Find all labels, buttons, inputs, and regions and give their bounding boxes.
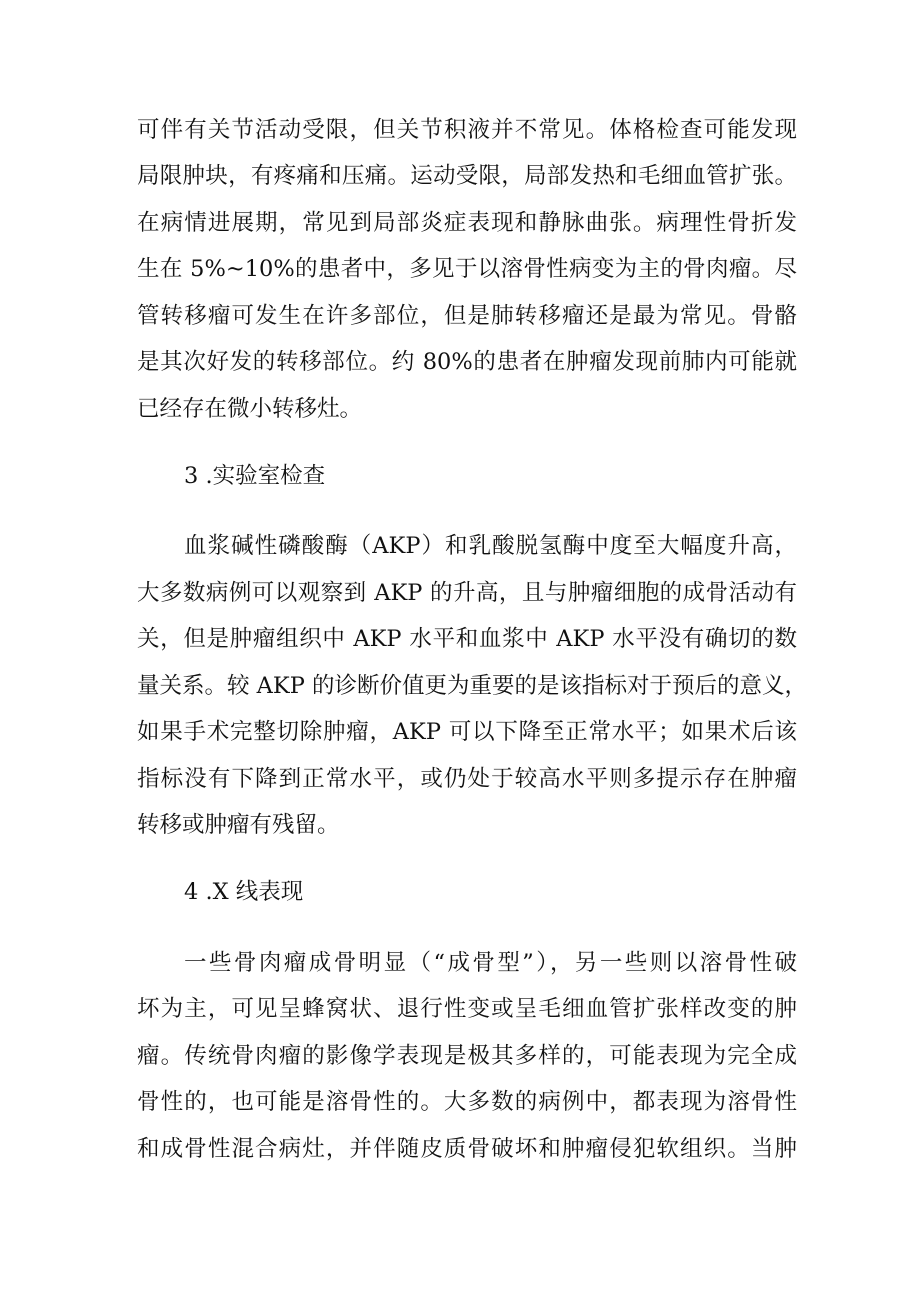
text-line: 指标没有下降到正常水平，或仍处于较高水平则多提示存在肿瘤 xyxy=(137,766,797,792)
text-line: 血浆碱性磷酸酶（AKP）和乳酸脱氢酶中度至大幅度升高， xyxy=(184,533,797,559)
text-line: 管转移瘤可发生在许多部位，但是肺转移瘤还是最为常见。骨骼 xyxy=(137,303,797,329)
text-line: 骨性的，也可能是溶骨性的。大多数的病例中，都表现为溶骨性 xyxy=(137,1089,797,1115)
text-line: 在病情进展期，常见到局部炎症表现和静脉曲张。病理性骨折发 xyxy=(137,210,797,236)
text-line: 一些骨肉瘤成骨明显（“成骨型”），另一些则以溶骨性破 xyxy=(184,950,797,976)
text-line: 如果手术完整切除肿瘤，AKP 可以下降至正常水平；如果术后该 xyxy=(137,719,797,745)
text-line: 大多数病例可以观察到 AKP 的升高，且与肿瘤细胞的成骨活动有 xyxy=(137,580,797,606)
text-line: 是其次好发的转移部位。约 80%的患者在肿瘤发现前肺内可能就 xyxy=(137,349,797,375)
text-line: 局限肿块，有疼痛和压痛。运动受限，局部发热和毛细血管扩张。 xyxy=(137,163,797,189)
text-line: 和成骨性混合病灶，并伴随皮质骨破坏和肿瘤侵犯软组织。当肿 xyxy=(137,1136,797,1162)
section-heading-lab-tests: 3 .实验室检查 xyxy=(184,463,326,489)
text-line: 瘤。传统骨肉瘤的影像学表现是极其多样的，可能表现为完全成 xyxy=(137,1043,797,1069)
text-line: 已经存在微小转移灶。 xyxy=(137,396,363,422)
text-line: 生在 5%~10%的患者中，多见于以溶骨性病变为主的骨肉瘤。尽 xyxy=(137,256,797,282)
text-line: 量关系。较 AKP 的诊断价值更为重要的是该指标对于预后的意义， xyxy=(137,673,808,699)
text-line: 可伴有关节活动受限，但关节积液并不常见。体格检查可能发现 xyxy=(137,117,797,143)
section-heading-xray: 4 .X 线表现 xyxy=(184,879,304,905)
text-line: 关，但是肿瘤组织中 AKP 水平和血浆中 AKP 水平没有确切的数 xyxy=(137,626,797,652)
text-line: 转移或肿瘤有残留。 xyxy=(137,812,340,838)
text-line: 坏为主，可见呈蜂窝状、退行性变或呈毛细血管扩张样改变的肿 xyxy=(137,996,797,1022)
